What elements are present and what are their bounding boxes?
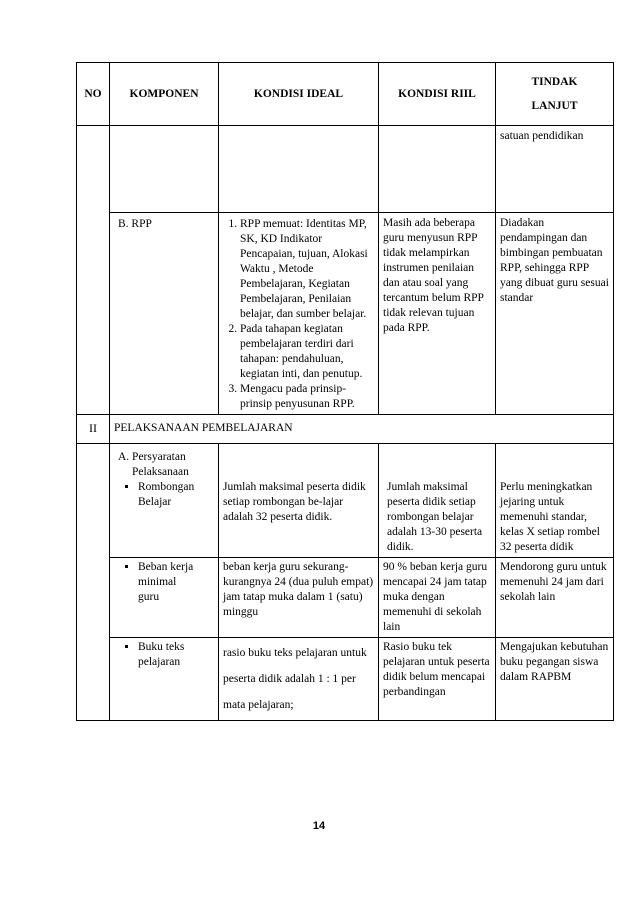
cell-riil-continued xyxy=(379,126,496,213)
rombongan-line2: Belajar xyxy=(138,496,172,508)
buku-bullet xyxy=(114,640,214,670)
header-tindak-line2: LANJUT xyxy=(531,100,578,112)
cell-komponen-buku xyxy=(110,638,219,721)
header-no: NO xyxy=(77,63,110,126)
cell-tindak-rombongan: Perlu meningkatkan jejaring untuk memenuhi standar, kelas X setiap rombel 32 peserta didik xyxy=(496,444,614,558)
page-number: 14 xyxy=(312,820,326,832)
list-item: 3. Mengacu pada prinsip-prinsip penyusunan RPP. xyxy=(240,382,374,412)
beban-line2: minimal xyxy=(138,576,177,588)
cell-no-continued xyxy=(77,126,110,415)
cell-ideal-beban: beban kerja guru sekurang-kurangnya 24 (dua puluh empat) jam tatap muka dalam 1 (satu) minggu xyxy=(219,558,379,638)
rombongan-row xyxy=(77,444,614,558)
cell-komponen-rombongan xyxy=(110,444,219,558)
header-tindak-line1: TINDAK xyxy=(531,76,578,88)
list-item xyxy=(138,560,214,605)
buku-line1: Buku teks xyxy=(138,641,185,653)
cell-ideal-buku: rasio buku teks pelajaran untuk peserta didik adalah 1 : 1 per mata pelajaran; xyxy=(219,638,379,721)
beban-row xyxy=(77,558,614,638)
cell-ideal-continued xyxy=(219,126,379,213)
cell-riil-buku: Rasio buku tek pelajaran untuk peserta didik belum mencapai perbandingan xyxy=(379,638,496,721)
persyaratan-heading-line1: A. Persyaratan xyxy=(118,451,186,463)
rpp-row xyxy=(77,213,614,415)
section-ii-title: PELAKSANAAN PEMBELAJARAN xyxy=(110,415,614,444)
list-item xyxy=(138,640,214,670)
cell-riil-beban: 90 % beban kerja guru mencapai 24 jam tatap muka dengan memenuhi di sekolah lain xyxy=(379,558,496,638)
buku-row xyxy=(77,638,614,721)
cell-komponen-rpp: B. RPP xyxy=(110,213,219,415)
header-komponen: KOMPONEN xyxy=(110,63,219,126)
cell-riil-rpp: Masih ada beberapa guru menyusun RPP tidak melampirkan instrumen penilaian dan atau soal yang tercantum belum RPP tidak relevan tujuan pada RPP. xyxy=(379,213,496,415)
continued-row xyxy=(77,126,614,213)
cell-tindak-continued: satuan pendidikan xyxy=(496,126,614,213)
cell-komponen-beban xyxy=(110,558,219,638)
table-header-row xyxy=(77,63,614,126)
cell-tindak-rpp: Diadakan pendampingan dan bimbingan pembuatan RPP, sehingga RPP yang dibuat guru sesuai standar xyxy=(496,213,614,415)
list-item: 2. Pada tahapan kegiatan pembelajaran terdiri dari tahapan: pendahuluan, kegiatan inti, dan penutup. xyxy=(240,322,374,382)
header-kondisi-ideal: KONDISI IDEAL xyxy=(219,63,379,126)
list-item: 1. RPP memuat: Identitas MP, SK, KD Indikator Pencapaian, tujuan, Alokasi Waktu , Metode Pembelajaran, Kegiatan Pembelajaran, Penilaian belajar, dan sumber belajar. xyxy=(240,217,374,322)
rpp-ideal-list xyxy=(223,217,374,412)
persyaratan-heading-line2: Pelaksanaan xyxy=(132,466,189,478)
cell-tindak-beban: Mendorong guru untuk memenuhi 24 jam dari sekolah lain xyxy=(496,558,614,638)
list-item xyxy=(138,480,214,510)
header-kondisi-riil: KONDISI RIIL xyxy=(379,63,496,126)
beban-line1: Beban kerja xyxy=(138,561,194,573)
rombongan-bullet xyxy=(114,480,214,510)
rombongan-line1: Rombongan xyxy=(138,481,195,493)
beban-line3: guru xyxy=(138,591,160,603)
cell-no-ii: II xyxy=(77,415,110,444)
cell-no-persyaratan xyxy=(77,444,110,721)
beban-bullet xyxy=(114,560,214,605)
buku-line2: pelajaran xyxy=(138,656,181,668)
header-tindak-lanjut xyxy=(496,63,614,126)
cell-riil-rombongan: Jumlah maksimal peserta didik setiap rombongan belajar adalah 13-30 peserta didik. xyxy=(379,444,496,558)
cell-ideal-rombongan: Jumlah maksimal peserta didik setiap rombongan be-lajar adalah 32 peserta didik. xyxy=(219,444,379,558)
evaluation-table xyxy=(76,62,614,721)
cell-ideal-rpp xyxy=(219,213,379,415)
cell-komponen-continued xyxy=(110,126,219,213)
section-ii-row xyxy=(77,415,614,444)
cell-tindak-buku: Mengajukan kebutuhan buku pegangan siswa dalam RAPBM xyxy=(496,638,614,721)
